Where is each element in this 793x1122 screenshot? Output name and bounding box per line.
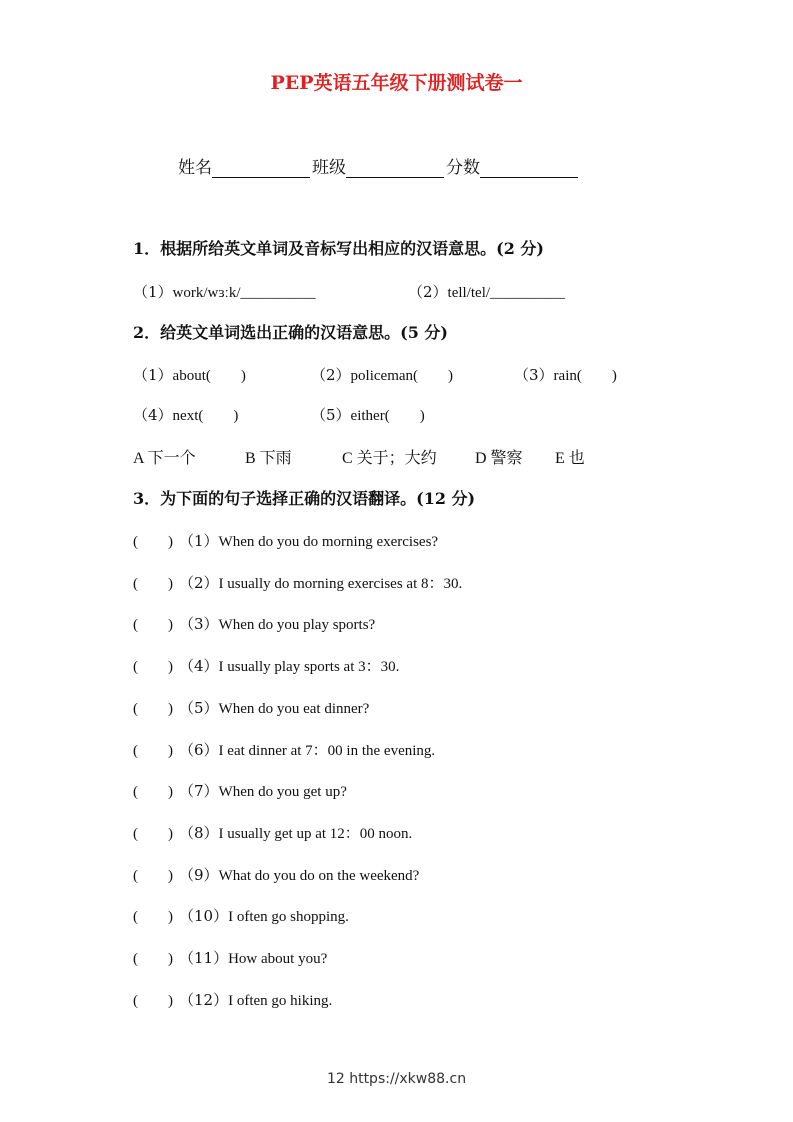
q3-item <box>133 655 399 676</box>
q3-item-text: How about you? <box>228 951 328 967</box>
q2-item-5-num: （5） <box>311 406 351 424</box>
q1-item-1-text: work/wɜːk/__________ <box>172 285 316 301</box>
q3-item-text: I usually do morning exercises at 8：30. <box>218 576 463 592</box>
name-label: 姓名 <box>178 158 212 178</box>
q3-item <box>133 989 332 1010</box>
q3-item <box>133 739 435 760</box>
q3-item-text: I usually get up at 12：00 noon. <box>218 826 413 842</box>
q2-item-3 <box>514 364 617 385</box>
q3-item <box>133 530 438 551</box>
q1-item-2 <box>408 281 565 302</box>
q3-item-num: （3） <box>179 615 219 633</box>
q3-item-num: （7） <box>179 782 219 800</box>
q3-item-num: （9） <box>179 866 219 884</box>
question-3-heading: 3．为下面的句子选择正确的汉语翻译。(12 分) <box>133 489 476 508</box>
q3-item-num: （12） <box>179 991 229 1009</box>
q3-item-text: When do you do morning exercises? <box>218 534 439 550</box>
q3-item <box>133 947 327 968</box>
q1-item-1 <box>133 281 316 302</box>
student-info-row <box>178 153 580 178</box>
q3-item-num: （1） <box>179 532 219 550</box>
q1-item-2-text: tell/tel/__________ <box>447 285 566 301</box>
answer-blank[interactable]: ( ) <box>133 784 173 800</box>
answer-blank[interactable]: ( ) <box>133 534 173 550</box>
q3-item <box>133 822 412 843</box>
q2-item-2-num: （2） <box>311 366 351 384</box>
q2-item-2-text: policeman( ) <box>350 368 454 384</box>
question-1-heading: 1．根据所给英文单词及音标写出相应的汉语意思。(2 分) <box>133 239 544 258</box>
score-blank[interactable] <box>480 159 578 178</box>
page-footer: 12 https://xkw88.cn <box>326 1071 467 1087</box>
q3-item-num: （11） <box>179 949 229 967</box>
option-a: A 下一个 <box>133 450 196 467</box>
q3-item-text: I eat dinner at 7：00 in the evening. <box>218 743 436 759</box>
q3-item-num: （2） <box>179 574 219 592</box>
q3-item-text: I often go hiking. <box>228 993 333 1009</box>
q3-item-text: What do you do on the weekend? <box>218 868 420 884</box>
q2-item-4-num: （4） <box>133 406 173 424</box>
name-blank[interactable] <box>212 159 310 178</box>
option-b: B 下雨 <box>245 450 292 467</box>
option-d: D 警察 <box>475 450 523 467</box>
answer-blank[interactable]: ( ) <box>133 701 173 717</box>
q2-item-5 <box>311 404 425 425</box>
answer-blank[interactable]: ( ) <box>133 951 173 967</box>
q1-item-2-num: （2） <box>408 283 448 301</box>
q3-item-text: When do you play sports? <box>218 617 376 633</box>
class-blank[interactable] <box>346 159 444 178</box>
q3-item-num: （6） <box>179 741 219 759</box>
q2-options <box>133 445 585 468</box>
q1-item-1-num: （1） <box>133 283 173 301</box>
q3-item-num: （10） <box>179 907 229 925</box>
q2-item-4-text: next( ) <box>172 408 239 424</box>
answer-blank[interactable]: ( ) <box>133 993 173 1009</box>
answer-blank[interactable]: ( ) <box>133 826 173 842</box>
answer-blank[interactable]: ( ) <box>133 659 173 675</box>
option-c: C 关于；大约 <box>342 450 437 467</box>
q2-item-5-text: either( ) <box>350 408 425 424</box>
q3-item <box>133 613 375 634</box>
q3-item-num: （4） <box>179 657 219 675</box>
option-e: E 也 <box>555 450 585 467</box>
q3-item-text: I often go shopping. <box>228 909 349 925</box>
q3-item <box>133 864 419 885</box>
q2-item-4 <box>133 404 238 425</box>
q3-item-text: When do you get up? <box>218 784 347 800</box>
q3-item-num: （8） <box>179 824 219 842</box>
q3-item <box>133 780 347 801</box>
q3-item-num: （5） <box>179 699 219 717</box>
q3-item-text: When do you eat dinner? <box>218 701 370 717</box>
q3-item <box>133 697 369 718</box>
question-2-heading: 2．给英文单词选出正确的汉语意思。(5 分) <box>133 323 448 342</box>
answer-blank[interactable]: ( ) <box>133 868 173 884</box>
answer-blank[interactable]: ( ) <box>133 909 173 925</box>
q2-item-2 <box>311 364 453 385</box>
q3-item-text: I usually play sports at 3：30. <box>218 659 400 675</box>
class-label: 班级 <box>312 158 346 178</box>
q2-item-1-num: （1） <box>133 366 173 384</box>
answer-blank[interactable]: ( ) <box>133 617 173 633</box>
answer-blank[interactable]: ( ) <box>133 576 173 592</box>
q2-item-1-text: about( ) <box>172 368 246 384</box>
score-label: 分数 <box>446 158 480 178</box>
q3-item <box>133 905 349 926</box>
q3-item <box>133 572 462 593</box>
q2-item-3-text: rain( ) <box>553 368 617 384</box>
q2-item-1 <box>133 364 246 385</box>
answer-blank[interactable]: ( ) <box>133 743 173 759</box>
page-title: PEP英语五年级下册测试卷一 <box>270 72 523 94</box>
q2-item-3-num: （3） <box>514 366 554 384</box>
